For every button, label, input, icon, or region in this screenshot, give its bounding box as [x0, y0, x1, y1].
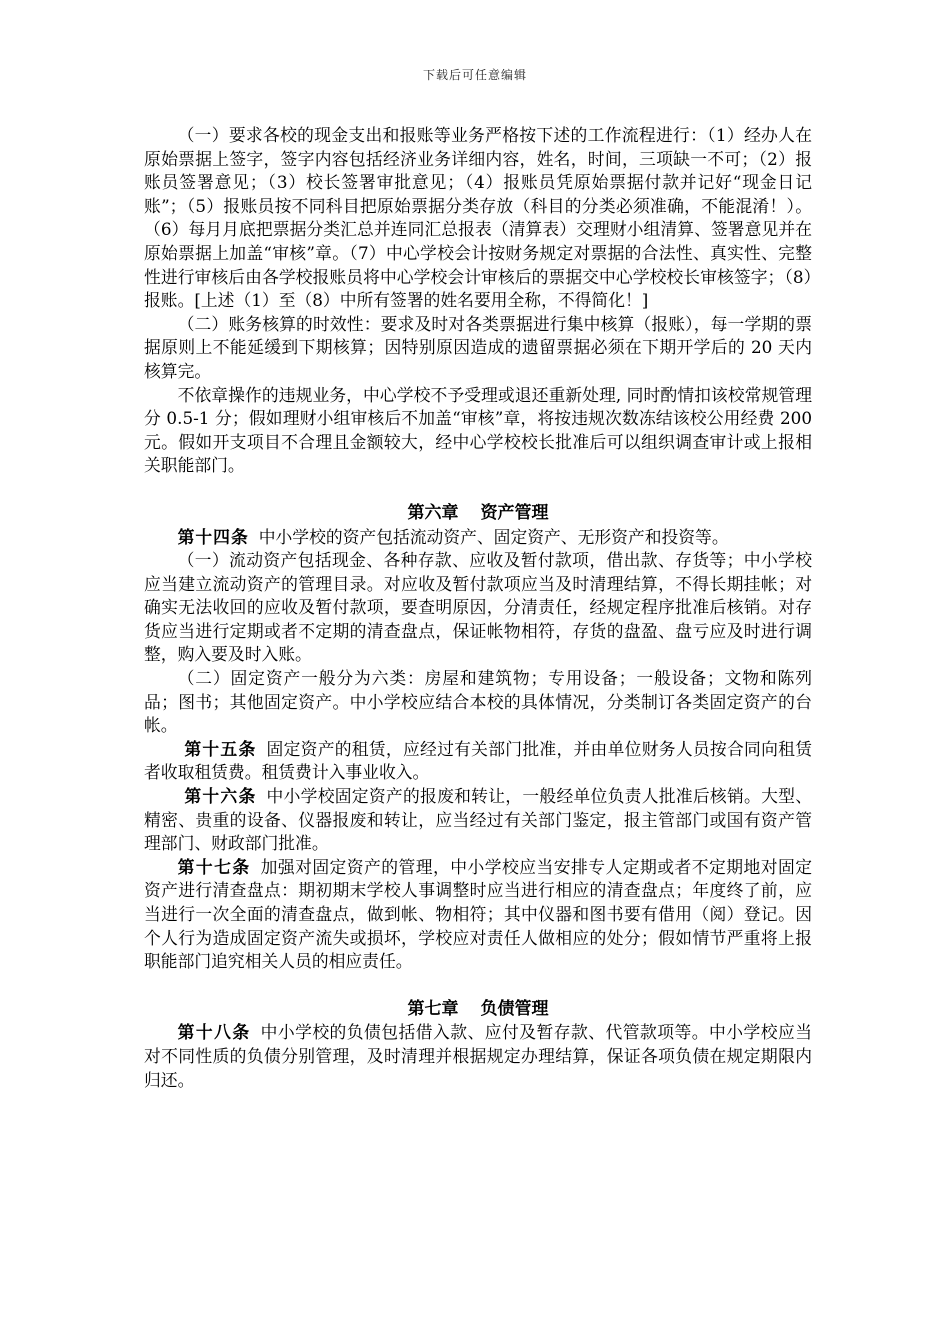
- article-text: 中小学校的负债包括借入款、应付及暂存款、代管款项等。中小学校应当对不同性质的负债分别管理，及时清理并根据规定办理结算，保证各项负债在规定期限内归还。: [144, 1022, 812, 1090]
- article-17: [144, 856, 812, 974]
- article-label: 第十八条: [177, 1022, 251, 1043]
- article-18: [144, 1021, 812, 1092]
- paragraph-fixed-assets: （二）固定资产一般分为六类：房屋和建筑物；专用设备；一般设备；文物和陈列品；图书；其他固定资产。中小学校应结合本校的具体情况，分类制订各类固定资产的台帐。: [144, 668, 812, 736]
- paragraph-current-assets: （一）流动资产包括现金、各种存款、应收及暂付款项，借出款、存货等；中小学校应当建立流动资产的管理目录。对应收及暂付款项应当及时清理结算，不得长期挂帐；对确实无法收回的应收及暂付款项，要查明原因，分清责任，经规定程序批准后核销。对存货应当进行定期或者不定期的清查盘点，保证帐物相符，存货的盘盈、盘亏应及时进行调整，购入要及时入账。: [144, 550, 812, 665]
- article-text: 固定资产的租赁，应经过有关部门批准，并由单位财务人员按合同向租赁者收取租赁费。租赁费计入事业收入。: [144, 738, 812, 783]
- article-text: 中小学校的资产包括流动资产、固定资产、无形资产和投资等。: [258, 526, 729, 547]
- page-header: 下载后可任意编辑: [422, 68, 527, 82]
- chapter-title: 资产管理: [480, 502, 549, 523]
- paragraph-timeliness: （二）账务核算的时效性：要求及时对各类票据进行集中核算（报账），每一学期的票据原则上不能延缓到下期核算；因特别原因造成的遗留票据必须在下期开学后的 20 天内核算完。: [144, 313, 812, 381]
- article-15: [144, 738, 812, 785]
- article-label: 第十五条: [184, 738, 257, 759]
- chapter-title: 负债管理: [480, 998, 549, 1019]
- article-label: 第十四条: [177, 526, 249, 547]
- article-label: 第十六条: [184, 786, 257, 807]
- document-body: [144, 124, 812, 1092]
- article-text: 中小学校固定资产的报废和转让，一般经单位负责人批准后核销。大型、精密、贵重的设备、仪器报废和转让，应当经过有关部门鉴定，报主管部门或国有资产管理部门、财政部门批准。: [144, 786, 812, 854]
- chapter-number: 第七章: [407, 998, 459, 1019]
- article-text: 加强对固定资产的管理，中小学校应当安排专人定期或者不定期地对固定资产进行清查盘点：期初期末学校人事调整时应当进行相应的清查盘点；年度终了前，应当进行一次全面的清查盘点，做到帐、物相符；其中仪器和图书要有借用（阅）登记。因个人行为造成固定资产流失或损坏，学校应对责任人做相应的处分；假如情节严重将上报职能部门追究相关人员的相应责任。: [144, 856, 812, 972]
- paragraph-violation: 不依章操作的违规业务，中心学校不予受理或退还重新处理, 同时酌情扣该校常规管理分 0.5-1 分；假如理财小组审核后不加盖“审核”章，将按违规次数冻结该校公用经费 200 元。假如开支项目不合理且金额较大，经中心学校校长批准后可以组织调查审计或上报相关职能部门。: [144, 384, 812, 476]
- chapter-number: 第六章: [407, 502, 459, 523]
- article-16: [144, 785, 812, 856]
- article-label: 第十七条: [177, 856, 251, 877]
- article-14: [144, 526, 812, 550]
- chapter-heading-6: [144, 502, 812, 526]
- paragraph-workflow: （一）要求各校的现金支出和报账等业务严格按下述的工作流程进行：（1）经办人在原始票据上签字，签字内容包括经济业务详细内容，姓名，时间，三项缺一不可；（2）报账员签署意见；（3）校长签署审批意见；（4）报账员凭原始票据付款并记好“现金日记账”；（5）报账员按不同科目把原始票据分类存放（科目的分类必须准确，不能混淆！）。（6）每月月底把票据分类汇总并连同汇总报表（清算表）交理财小组清算、签署意见并在原始票据上加盖“审核”章。（7）中心学校会计按财务规定对票据的合法性、真实性、完整性进行审核后由各学校报账员将中心学校会计审核后的票据交中心学校校长审核签字；（8）报账。[上述（1）至（8）中所有签署的姓名要用全称，不得简化！]: [144, 125, 812, 311]
- chapter-heading-7: [144, 998, 812, 1022]
